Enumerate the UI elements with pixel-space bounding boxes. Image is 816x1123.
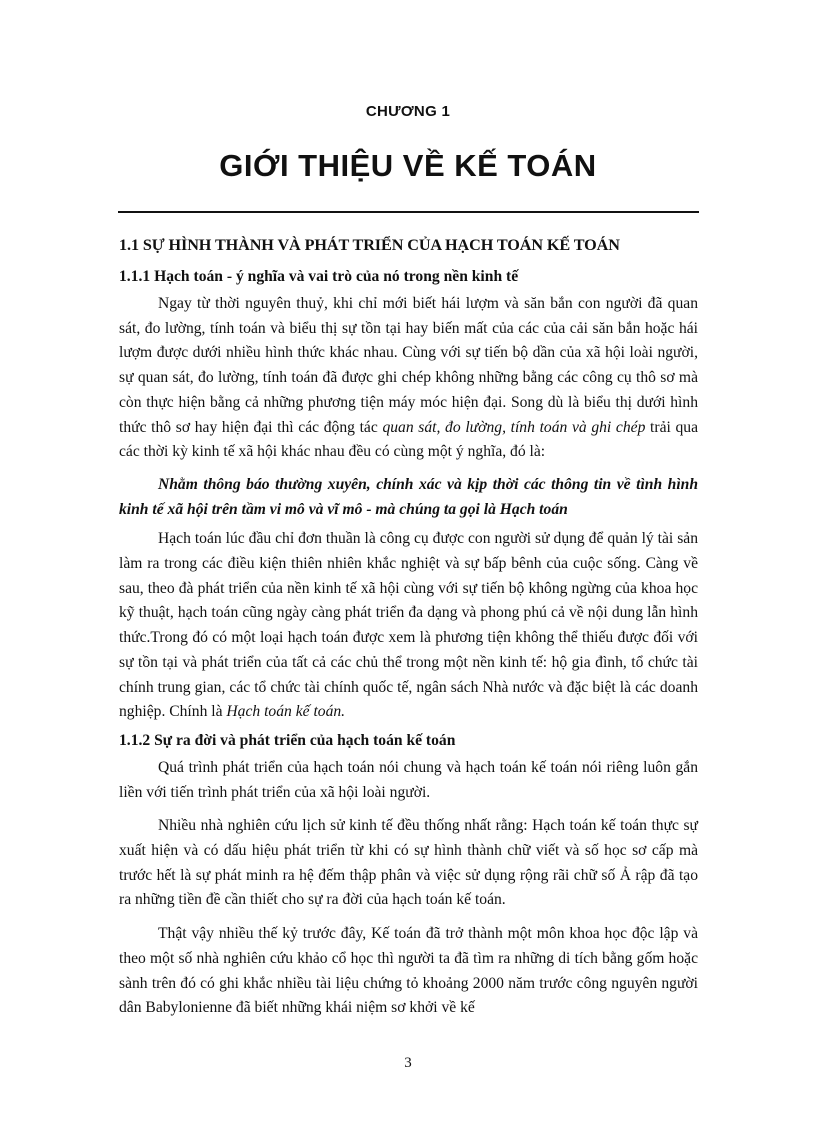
chapter-title: GIỚI THIỆU VỀ KẾ TOÁN bbox=[219, 148, 597, 183]
section-heading: 1.1 SỰ HÌNH THÀNH VÀ PHÁT TRIỂN CỦA HẠCH TOÁN KẾ TOÁN bbox=[119, 236, 620, 254]
title-divider bbox=[118, 211, 699, 213]
emphasis-paragraph: Nhằm thông báo thường xuyên, chính xác và kịp thời các thông tin về tình hình kinh tế xã hội trên tầm vi mô và vĩ mô - mà chúng ta gọi là Hạch toán bbox=[119, 475, 698, 518]
body-content bbox=[119, 231, 698, 1021]
chapter-label: CHƯƠNG 1 bbox=[365, 103, 451, 120]
paragraph-italic-text: quan sát, đo lường, tính toán và ghi chép bbox=[382, 418, 646, 436]
subsection-heading-1-1-2: 1.1.2 Sự ra đời và phát triển của hạch toán kế toán bbox=[119, 731, 456, 749]
paragraph-text: Hạch toán lúc đầu chỉ đơn thuần là công cụ được con người sử dụng để quản lý tài sản làm ra trong các điều kiện thiên nhiên khắc nghiệt và sự bấp bênh của cuộc sống. Càng về sau, theo đà phát triển của nền kinh tế xã hội cùng với sự tiến bộ không ngừng của khoa học kỹ thuật, hạch toán cũng ngày càng phát triển đa dạng và phong phú cả về nội dung lẫn hình thức.Trong đó có một loại hạch toán được xem là phương tiện không thể thiếu được đối với sự tồn tại và phát triển của tất cả các chủ thể trong một nền kinh tế: hộ gia đình, tổ chức tài chính trung gian, các tổ chức tài chính quốc tế, ngân sách Nhà nước và đặc biệt là các doanh nghiệp. Chính là bbox=[119, 530, 698, 721]
subsection-heading-1-1-1: 1.1.1 Hạch toán - ý nghĩa và vai trò của nó trong nền kinh tế bbox=[119, 268, 519, 285]
paragraph: Quá trình phát triển của hạch toán nói chung và hạch toán kế toán nói riêng luôn gắn liền với tiến trình phát triển của xã hội loài người. bbox=[119, 758, 698, 801]
paragraph bbox=[119, 527, 698, 725]
paragraph: Thật vậy nhiều thế kỷ trước đây, Kế toán đã trở thành một môn khoa học độc lập và theo một số nhà nghiên cứu khảo cổ học thì người ta đã tìm ra những di tích bằng gốm hoặc sành trên đó có ghi khắc nhiều tài liệu chứng tỏ khoảng 2000 năm trước công nguyên người dân Babylonienne đã biết những khái niệm sơ khởi về kế bbox=[119, 925, 698, 1017]
paragraph-text: trải qua các thời kỳ kinh tế xã hội khác nhau đều có cùng một ý nghĩa, đó là: bbox=[119, 418, 699, 461]
page-number: 3 bbox=[404, 1055, 412, 1071]
paragraph-text: Ngay từ thời nguyên thuỷ, khi chỉ mới biết hái lượm và săn bắn con người đã quan sát, đo lường, tính toán và biểu thị sự tồn tại hay biến mất của các của cải săn bắn hoặc hái lượm được dưới nhiều hình thức khác nhau. Cùng với sự tiến bộ dần của xã hội loài người, sự quan sát, đo lường, tính toán đã được ghi chép không những bằng các công cụ thô sơ mà còn thực hiện bằng cả những phương tiện máy móc hiện đại. Song dù là biểu thị dưới hình thức thô sơ hay hiện đại thì các động tác bbox=[119, 295, 698, 436]
paragraph-italic-text: Hạch toán kế toán. bbox=[226, 703, 346, 721]
paragraph: Nhiều nhà nghiên cứu lịch sử kinh tế đều thống nhất rằng: Hạch toán kế toán thực sự xuất hiện và có dấu hiệu phát triển từ khi có sự hình thành chữ viết và số học sơ cấp mà trước hết là sự phát minh ra hệ đếm thập phân và việc sử dụng rộng rãi chữ số Ả rập đã tạo ra những tiền đề cần thiết cho sự ra đời của hạch toán kế toán. bbox=[119, 817, 698, 909]
paragraph bbox=[119, 292, 698, 465]
